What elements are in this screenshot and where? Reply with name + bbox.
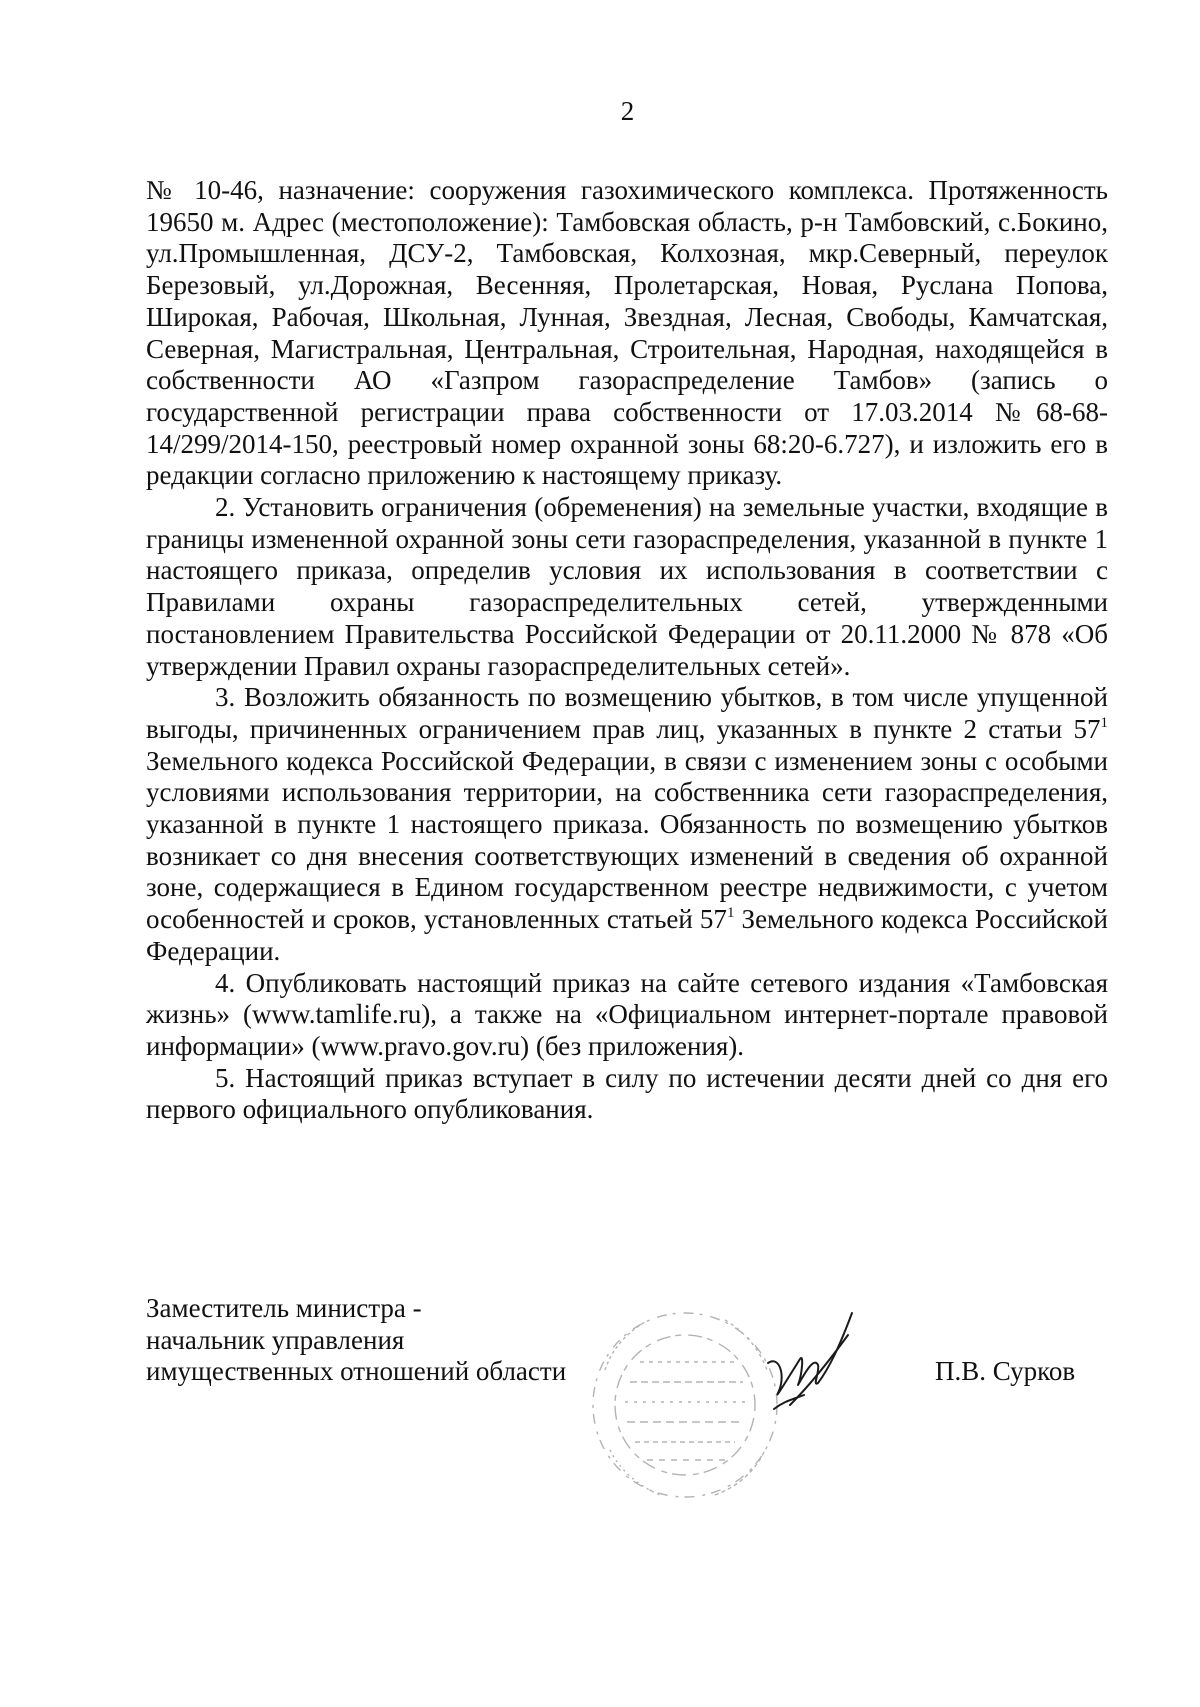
document-body bbox=[146, 175, 1108, 1126]
signatory-position-line: Заместитель министра - bbox=[146, 1293, 422, 1323]
paragraph-item-4: 4. Опубликовать настоящий приказ на сайте сетевого издания «Тамбовская жизнь» (www.tamlife.ru), а также на «Официальном интернет-портале правовой информации» (www.pravo.gov.ru) (без приложения). bbox=[146, 967, 1108, 1061]
paragraph-item-3-part-1: 3. Возложить обязанность по возмещению убытков, в том числе упущенной выгоды, причиненных ограничением прав лиц, указанных в пункте 2 статьи 57 bbox=[146, 682, 1108, 744]
paragraph-item-2: 2. Установить ограничения (обременения) на земельные участки, входящие в границы измененной охранной зоны сети газораспределения, указанной в пункте 1 настоящего приказа, определив условия их использования в соответствии с Правилами охраны газораспределительных сетей, утвержденными постановлением Правительства Российской Федерации от 20.11.2000 № 878 «Об утверждении Правил охраны газораспределительных сетей». bbox=[146, 492, 1108, 681]
paragraph-item-5: 5. Настоящий приказ вступает в силу по истечении десяти дней со дня его первого официального опубликования. bbox=[146, 1062, 1108, 1125]
page-number: 2 bbox=[620, 96, 635, 126]
signatory-position bbox=[146, 1293, 566, 1388]
paragraph-item-3 bbox=[146, 682, 1108, 967]
signatory-position-line: начальник управления bbox=[146, 1324, 405, 1355]
paragraph-item-3-part-3: Земельного кодекса Российской Федерации. bbox=[146, 904, 1108, 966]
signatory-position-line: имущественных отношений области bbox=[146, 1356, 567, 1386]
paragraph-item-3-part-2: Земельного кодекса Российской Федерации, в связи с изменением зоны с особыми условиями использования территории, на собственника сети газораспределения, указанной в пункте 1 настоящего приказа. Обязанность по возмещению убытков возникает со дня внесения соответствующих изменений в сведения об охранной зоне, содержащиеся в Едином государственном реестре недвижимости, с учетом особенностей и сроков, установленных статьей 57 bbox=[146, 745, 1108, 935]
signatory-name: П.В. Сурков bbox=[935, 1356, 1076, 1386]
article-superscript: 1 bbox=[1100, 714, 1108, 731]
article-superscript: 1 bbox=[726, 905, 735, 922]
handwritten-signature-icon bbox=[760, 1305, 870, 1420]
official-stamp-icon bbox=[585, 1300, 785, 1510]
paragraph-continuation: № 10-46, назначение: сооружения газохимического комплекса. Протяженность 19650 м. Адрес (местоположение): Тамбовская область, р-н Тамбовский, с.Бокино, ул.Промышленная, ДСУ-2, Тамбовская, Колхозная, мкр.Северный, переулок Березовый, ул.Дорожная, Весенняя, Пролетарская, Новая, Руслана Попова, Широкая, Рабочая, Школьная, Лунная, Звездная, Лесная, Свободы, Камчатская, Северная, Магистральная, Центральная, Строительная, Народная, находящейся в собственности АО «Газпром газораспределение Тамбов» (запись о государственной регистрации права собственности от 17.03.2014 №68-68-14/299/2014-150, реестровый номер охранной зоны 68:20-6.727), и изложить его в редакции согласно приложению к настоящему приказу. bbox=[146, 175, 1108, 491]
